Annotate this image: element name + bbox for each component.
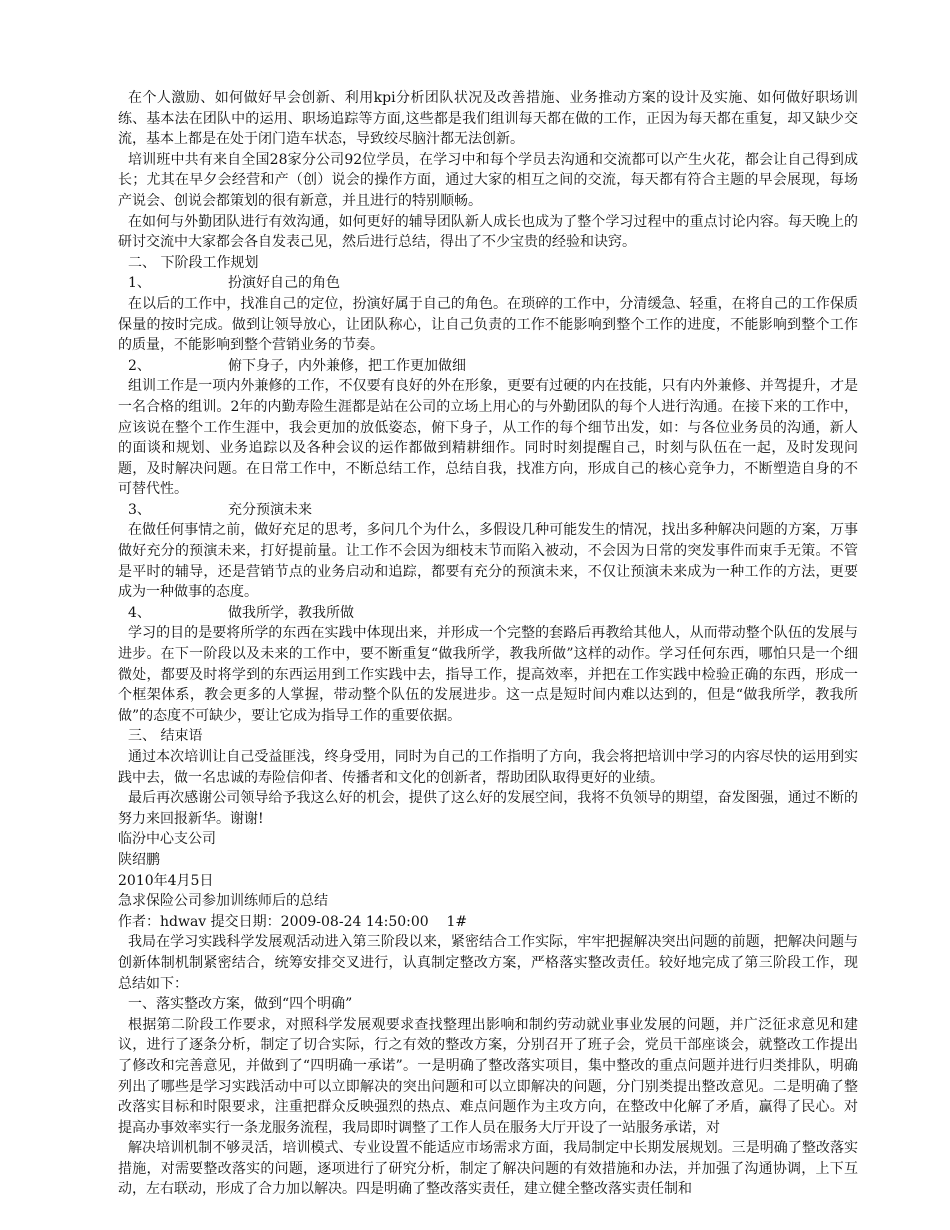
- article-title: 急求保险公司参加训练师后的总结: [118, 893, 328, 910]
- subsection-title: 俯下身子，内外兼修，把工作更加做细: [228, 357, 466, 374]
- paragraph: 根据第二阶段工作要求，对照科学发展观要求查找整理出影响和制约劳动就业事业发展的问题，并广泛征求意见和建议，进行了逐条分析，制定了切合实际，行之有效的整改方案，分别召开了班子会，党员干部座谈会，就整改工作提出了修改和完善意见，并做到了“四明确一承诺”。一是明确了整改落实项目，集中整改的重点问题并进行归类排队，明确列出了哪些是学习实践活动中可以立即解决的突出问题和可以立即解决的问题，分门别类提出整改意见。二是明确了整改落实目标和时限要求，注重把群众反映强烈的热点、难点问题作为主攻方向，在整改中化解了矛盾，赢得了民心。对提高办事效率实行一条龙服务流程，我局即时调整了工作人员在服务大厅开设了一站服务承诺，对: [118, 1016, 858, 1136]
- signature-company: 临汾中心支公司: [118, 831, 216, 848]
- paragraph: 通过本次培训让自己受益匪浅，终身受用，同时为自己的工作指明了方向，我会将把培训中学习的内容尽快的运用到实践中去，做一名忠诚的寿险信仰者、传播者和文化的创新者，帮助团队取得更好的业绩。: [118, 749, 858, 786]
- subsection-title: 充分预演未来: [228, 501, 312, 518]
- paragraph: 学习的目的是要将所学的东西在实践中体现出来，并形成一个完整的套路后再教给其他人，从而带动整个队伍的发展与进步。在下一阶段以及未来的工作中，要不断重复“做我所学，教我所做”这样的动作。学习任何东西，哪怕只是一个细微处，都要及时将学到的东西运用到工作实践中去，指导工作，提高效率，并把在工作实践中检验正确的东西，形成一个框架体系，教会更多的人掌握，带动整个队伍的发展进步。这一点是短时间内难以达到的，但是“做我所学，教我所做”的态度不可缺少，要让它成为指导工作的重要依据。: [118, 625, 858, 724]
- subsection-heading: [118, 356, 858, 377]
- paragraph: 我局在学习实践科学发展观活动进入第三阶段以来，紧密结合工作实际，牢牢把握解决突出问题的前题，把解决问题与创新体制机制紧密结合，统筹安排交叉进行，认真制定整改方案，严格落实整改责任。较好地完成了第三阶段工作，现总结如下：: [118, 934, 858, 992]
- section-heading: 一、落实整改方案，做到“四个明确”: [128, 996, 353, 1013]
- subsection-number: 2、: [128, 357, 151, 374]
- section-heading: 三、 结束语: [128, 728, 203, 745]
- signature-name: 陕绍鹏: [118, 851, 160, 868]
- subsection-number: 4、: [128, 604, 151, 621]
- paragraph: 在做任何事情之前，做好充足的思考，多问几个为什么，多假设几种可能发生的情况，找出多种解决问题的方案，万事做好充分的预演未来，打好提前量。让工作不会因为细枝末节而陷入被动，不会因为日常的突发事件而束手无策。不管是平时的辅导，还是营销节点的业务启动和追踪，都要有充分的预演未来，不仅让预演未来成为一种工作的方法，更要成为一种做事的态度。: [118, 522, 858, 601]
- subsection-number: 1、: [128, 275, 151, 292]
- subsection-title: 扮演好自己的角色: [228, 275, 340, 292]
- paragraph: 组训工作是一项内外兼修的工作，不仅要有良好的外在形象，更要有过硬的内在技能，只有内外兼修、并驾提升，才是一名合格的组训。2年的内勤寿险生涯都是站在公司的立场上用心的与外勤团队的每个人进行沟通。在接下来的工作中，应该说在整个工作生涯中，我会更加的放低姿态，俯下身子，从工作的每个细节出发，如：与各位业务员的沟通，新人的面谈和规划、业务追踪以及各种会议的运作都做到精耕细作。同时时刻提醒自己，时刻与队伍在一起，及时发现问题，及时解决问题。在日常工作中，不断总结工作，总结自我，找准方向，形成自己的核心竞争力，不断塑造自身的不可替代性。: [118, 378, 858, 498]
- subsection-heading: [118, 273, 858, 294]
- document-page: [118, 88, 858, 1200]
- paragraph: 培训班中共有来自全国28家分公司92位学员，在学习中和每个学员去沟通和交流都可以产生火花，都会让自己得到成长；尤其在早夕会经营和产（创）说会的操作方面，通过大家的相互之间的交流，每天都有符合主题的早会展现，每场产说会、创说会都策划的很有新意，并且进行的特别顺畅。: [118, 151, 858, 209]
- signature-date: 2010年4月5日: [118, 872, 214, 889]
- subsection-heading: [118, 500, 858, 521]
- paragraph: 在个人激励、如何做好早会创新、利用kpi分析团队状况及改善措施、业务推动方案的设计及实施、如何做好职场训练、基本法在团队中的运用、职场追踪等方面,这些都是我们组训每天都在做的工作，正因为每天都在重复，却又缺少交流，基本上都是在处于闭门造车状态，导致绞尽脑汁都无法创新。: [118, 90, 858, 148]
- article-meta: 作者：hdwav 提交日期：2009-08-24 14:50:00 1#: [118, 913, 468, 930]
- paragraph: 在如何与外勤团队进行有效沟通，如何更好的辅导团队新人成长也成为了整个学习过程中的重点讨论内容。每天晚上的研讨交流中大家都会各自发表己见，然后进行总结，得出了不少宝贵的经验和诀窍。: [118, 213, 858, 251]
- paragraph: 解决培训机制不够灵活，培训模式、专业设置不能适应市场需求方面，我局制定中长期发展规划。三是明确了整改落实措施，对需要整改落实的问题，逐项进行了研究分析，制定了解决问题的有效措施和办法，并加强了沟通协调，上下互动，左右联动，形成了合力加以解决。四是明确了整改落实责任，建立健全整改落实责任制和: [118, 1140, 858, 1198]
- paragraph: 最后再次感谢公司领导给予我这么好的机会，提供了这么好的发展空间，我将不负领导的期望，奋发图强，通过不断的努力来回报新华。谢谢!: [118, 790, 858, 827]
- subsection-number: 3、: [128, 501, 151, 518]
- subsection-title: 做我所学，教我所做: [228, 604, 354, 621]
- subsection-heading: [118, 603, 858, 624]
- paragraph: 在以后的工作中，找准自己的定位，扮演好属于自己的角色。在琐碎的工作中，分清缓急、轻重，在将自己的工作保质保量的按时完成。做到让领导放心，让团队称心，让自己负责的工作不能影响到整个工作的进度，不能影响到整个工作的质量，不能影响到整个营销业务的节奏。: [118, 295, 858, 354]
- section-heading: 二、 下阶段工作规划: [128, 254, 259, 271]
